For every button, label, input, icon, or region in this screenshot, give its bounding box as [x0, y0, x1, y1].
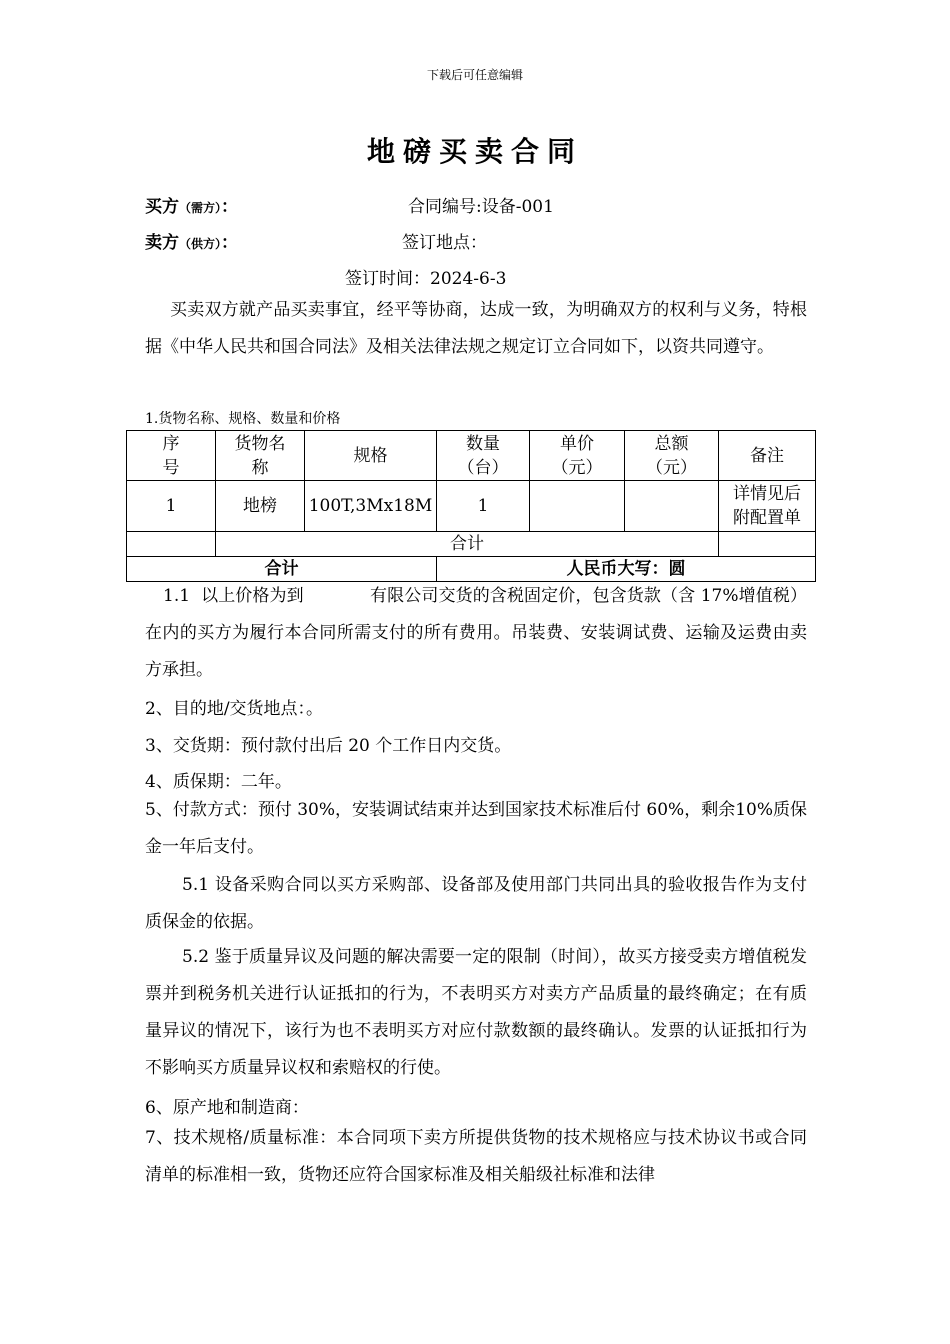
table-cell [625, 481, 719, 532]
clause-4: 4、质保期：二年。 [145, 772, 292, 792]
buyer-colon: ： [221, 197, 239, 217]
buyer-line [145, 192, 238, 217]
empty-cell [719, 532, 816, 557]
header-cell: 单价（元） [530, 431, 625, 481]
header-note: 下载后可任意编辑 [426, 68, 523, 82]
clause-2: 2、目的地/交货地点：。 [145, 699, 324, 719]
section1-caption: 1.货物名称、规格、数量和价格 [145, 411, 341, 427]
seller-line [145, 228, 238, 253]
buyer-paren: （需方） [179, 201, 222, 215]
table-cell [530, 481, 625, 532]
table-cell: 1 [127, 481, 216, 532]
subtotal-row [127, 532, 816, 557]
clause-5-1: 5.1 设备采购合同以买方采购部、设备部及使用部门共同出具的验收报告作为支付质保金的依据。 [145, 875, 807, 932]
seller-colon: ： [221, 233, 239, 253]
table-cell: 地榜 [216, 481, 305, 532]
sign-place: 签订地点： [402, 233, 487, 253]
total-label: 合计 [127, 557, 437, 582]
header-cell: 货物名称 [216, 431, 305, 481]
clause-5-2: 5.2 鉴于质量异议及问题的解决需要一定的限制（时间），故买方接受卖方增值税发票并到税务机关进行认证抵扣的行为，不表明买方对卖方产品质量的最终确定；在有质量异议的情况下，该行为也不表明买方对应付款数额的最终确认。发票的认证抵扣行为不影响买方质量异议权和索赔权的行使。 [145, 947, 807, 1078]
clause-6: 6、原产地和制造商： [145, 1098, 309, 1118]
contract-title: 地磅买卖合同 [366, 135, 583, 168]
clause-3: 3、交货期：预付款付出后 20 个工作日内交货。 [145, 736, 512, 756]
clause-1-1: 1.1 以上价格为到 有限公司交货的含税固定价，包含货款（含 17%增值税）在内的买方为履行本合同所需支付的所有费用。吊装费、安装调试费、运输及运费由卖方承担。 [145, 586, 807, 680]
buyer-label: 买方 [145, 197, 179, 217]
table-cell: 1 [437, 481, 530, 532]
header-cell: 总额（元） [625, 431, 719, 481]
clause-5: 5、付款方式：预付 30%，安装调试结束并达到国家技术标准后付 60%，剩余10%质保金一年后支付。 [145, 800, 807, 857]
seller-label: 卖方 [145, 233, 179, 253]
contract-number: 合同编号:设备-001 [408, 197, 554, 217]
table-cell: 详情见后附配置单 [719, 481, 816, 532]
intro-paragraph: 买卖双方就产品买卖事宜，经平等协商，达成一致，为明确双方的权利与义务，特根据《中华人民共和国合同法》及相关法律法规之规定订立合同如下，以资共同遵守。 [145, 300, 807, 357]
table-cell: 100T,3Mx18M [305, 481, 437, 532]
goods-table [126, 430, 816, 582]
header-cell: 序号 [127, 431, 216, 481]
header-cell: 规格 [305, 431, 437, 481]
table-header-row [127, 431, 816, 481]
empty-cell [127, 532, 216, 557]
seller-paren: （供方） [179, 237, 222, 251]
subtotal-label: 合计 [216, 532, 719, 557]
clause-7: 7、技术规格/质量标准：本合同项下卖方所提供货物的技术规格应与技术协议书或合同清单的标准相一致，货物还应符合国家标准及相关船级社标准和法律 [145, 1128, 807, 1185]
rmb-amount-label: 人民币大写：圆 [437, 557, 816, 582]
header-cell: 数量（台） [437, 431, 530, 481]
header-cell: 备注 [719, 431, 816, 481]
table-row [127, 481, 816, 532]
sign-time: 签订时间：2024-6-3 [345, 269, 507, 289]
